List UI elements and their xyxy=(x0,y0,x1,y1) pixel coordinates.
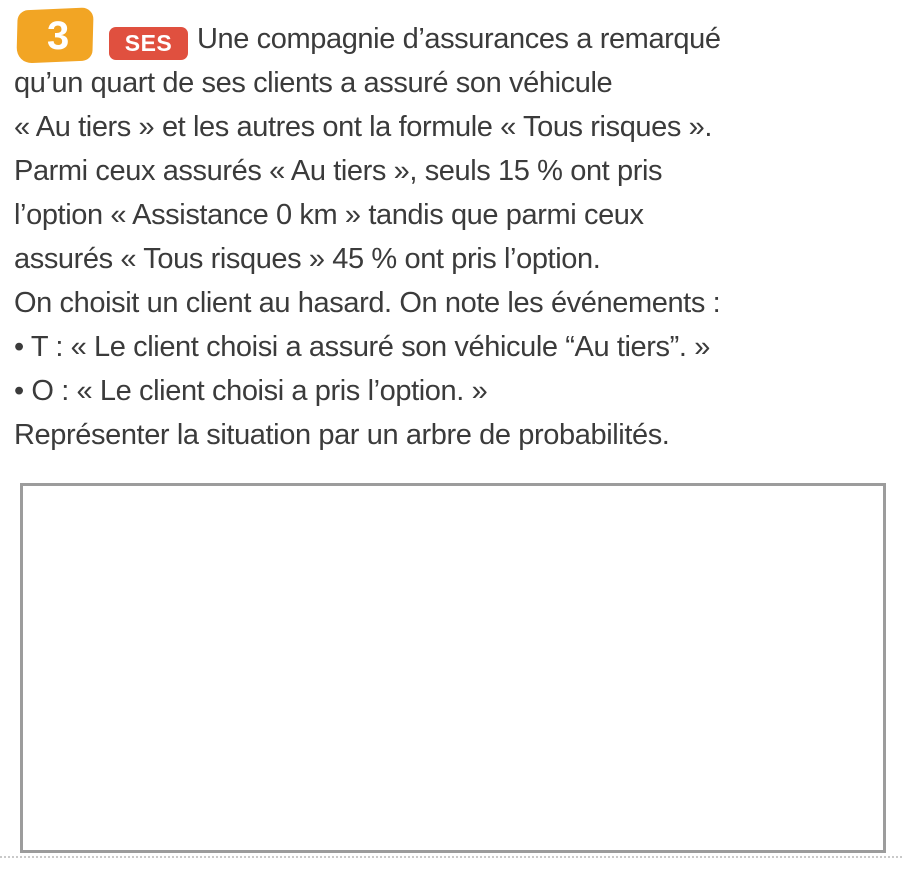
exercise-text-line: Parmi ceux assurés « Au tiers », seuls 15 % ont pris xyxy=(14,155,663,187)
exercise-number-label: 3 xyxy=(46,13,70,58)
exercise-text-line: On choisit un client au hasard. On note les événements : xyxy=(14,287,721,319)
answer-box[interactable] xyxy=(20,483,886,853)
exercise-statement xyxy=(14,13,894,457)
exercise-bullet-line-O: • O : « Le client choisi a pris l’option. » xyxy=(14,375,488,407)
subject-tag-label: SES xyxy=(124,30,173,56)
exercise-text-line: « Au tiers » et les autres ont la formule « Tous risques ». xyxy=(14,111,713,143)
page-cut-dotted-line xyxy=(0,856,902,858)
exercise-text-line: Représenter la situation par un arbre de probabilités. xyxy=(14,419,670,451)
exercise-text-line: l’option « Assistance 0 km » tandis que parmi ceux xyxy=(14,199,644,231)
exercise-text-line: Une compagnie d’assurances a remarqué xyxy=(197,23,721,55)
exercise-text-line: qu’un quart de ses clients a assuré son véhicule xyxy=(14,67,613,99)
exercise-text-line: assurés « Tous risques » 45 % ont pris l’option. xyxy=(14,243,601,275)
exercise-bullet-line-T: • T : « Le client choisi a assuré son véhicule “Au tiers”. » xyxy=(14,331,710,363)
